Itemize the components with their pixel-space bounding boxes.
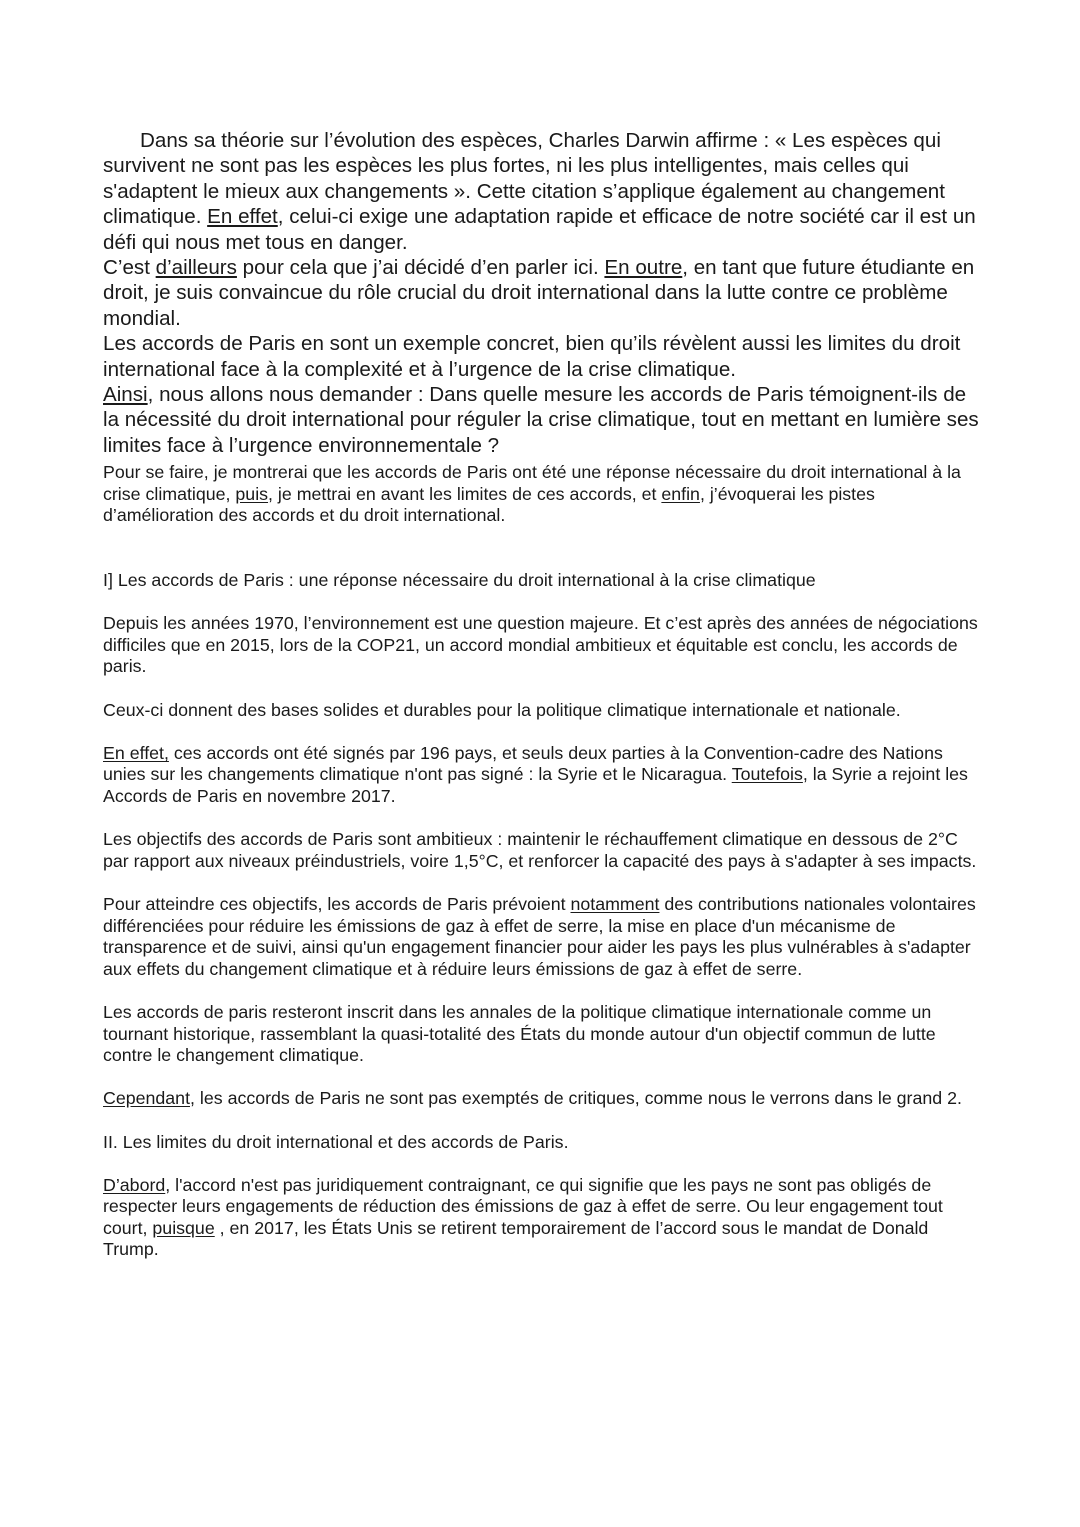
- connector-en-outre: En outre: [604, 256, 683, 280]
- connector-dabord: D’abord: [103, 1174, 166, 1195]
- part-one-paragraph-objectifs: Les objectifs des accords de Paris sont ambitieux : maintenir le réchauffement climatique en dessous de 2°C par rapport aux niveaux préindustriels, voire 1,5°C, et renforcer la capacité des pays à s'adapter à ses impacts.: [103, 829, 977, 871]
- part-one-heading: I] Les accords de Paris : une réponse nécessaire du droit international à la crise climatique: [103, 570, 816, 591]
- part-one-paragraph-tournant: Les accords de paris resteront inscrit dans les annales de la politique climatique internationale comme un tournant historique, rassemblant la quasi-totalité des États du monde autour d'un objectif commun de lutte contre le changement climatique.: [103, 1001, 936, 1066]
- intro-problematique: Ainsi, nous allons nous demander : Dans quelle mesure les accords de Paris témoignent-ils de la nécessité du droit international pour réguler la crise climatique, tout en mettant en lumière ses limites face à l’urgence environnementale ?: [103, 383, 979, 457]
- part-two-heading: II. Les limites du droit international et des accords de Paris.: [103, 1131, 569, 1152]
- introduction: [103, 128, 983, 458]
- connector-puisque: puisque: [152, 1217, 215, 1238]
- intro-plan-paragraph: Pour se faire, je montrerai que les accords de Paris ont été une réponse nécessaire du droit international à la crise climatique, puis, je mettrai en avant les limites de ces accords, et enfin, j’évoquerai les pistes d’amélioration des accords et du droit international.: [103, 462, 961, 526]
- intro-paragraph-example: Les accords de Paris en sont un exemple concret, bien qu’ils révèlent aussi les limites du droit international face à la complexité et à l’urgence de la crise climatique.: [103, 332, 961, 381]
- connector-toutefois: Toutefois: [731, 764, 803, 785]
- part-one: [103, 570, 983, 1110]
- intro-paragraph-motivation: C’est d’ailleurs pour cela que j’ai décidé d’en parler ici. En outre, en tant que future étudiante en droit, je suis convaincue du rôle crucial du droit international dans la lutte contre ce problème mondial.: [103, 256, 975, 330]
- connector-cependant: Cependant: [103, 1088, 191, 1109]
- intro-plan: [103, 462, 983, 527]
- part-two-paragraph-contrainte: D’abord, l'accord n'est pas juridiquement contraignant, ce qui signifie que les pays ne sont pas obligés de respecter leurs engagements de réduction des émissions de gaz à effet de serre. Ou leur engagement tout court, puisque , en 2017, les États Unis se retirent temporairement de l’accord sous le mandat de Donald Trump.: [103, 1174, 943, 1260]
- connector-puis: puis: [235, 483, 269, 504]
- connector-ainsi: Ainsi: [103, 383, 148, 407]
- connector-notamment: notamment: [570, 893, 660, 914]
- part-one-paragraph-signatures: En effet, ces accords ont été signés par 196 pays, et seuls deux parties à la Convention-cadre des Nations unies sur les changements climatique n'ont pas signé : la Syrie et le Nicaragua. Toutefois, la Syrie a rejoint les Accords de Paris en novembre 2017.: [103, 742, 968, 806]
- connector-dailleurs: d’ailleurs: [155, 256, 237, 280]
- part-one-paragraph-transition: Cependant, les accords de Paris ne sont pas exemptés de critiques, comme nous le verrons dans le grand 2.: [103, 1088, 962, 1109]
- part-one-paragraph-moyens: Pour atteindre ces objectifs, les accords de Paris prévoient notamment des contributions nationales volontaires différenciées pour réduire les émissions de gaz à effet de serre, la mise en place d'un mécanisme de transparence et de suivi, ainsi qu'un engagement financier pour aider les pays les plus vulnérables à s'adapter aux effets du changement climatique et à réduire leurs émissions de gaz à effet de serre.: [103, 893, 976, 979]
- intro-paragraph-darwin: Dans sa théorie sur l’évolution des espèces, Charles Darwin affirme : « Les espèces qui survivent ne sont pas les espèces les plus fortes, ni les plus intelligentes, mais celles qui s'adaptent le mieux aux changements ». Cette citation s’applique également au changement climatique. En effet, celui-ci exige une adaptation rapide et efficace de notre société car il est un défi qui nous met tous en danger.: [103, 129, 976, 254]
- connector-en-effet: En effet: [207, 205, 278, 229]
- document-page: [103, 128, 983, 1283]
- connector-enfin: enfin: [661, 483, 700, 504]
- connector-en-effet-2: En effet,: [103, 742, 169, 763]
- part-one-paragraph-cop21: Depuis les années 1970, l’environnement est une question majeure. Et c’est après des années de négociations difficiles que en 2015, lors de la COP21, un accord mondial ambitieux et équitable est conclu, les accords de paris.: [103, 613, 978, 677]
- part-one-paragraph-bases: Ceux-ci donnent des bases solides et durables pour la politique climatique internationale et nationale.: [103, 699, 901, 720]
- part-two: [103, 1132, 983, 1262]
